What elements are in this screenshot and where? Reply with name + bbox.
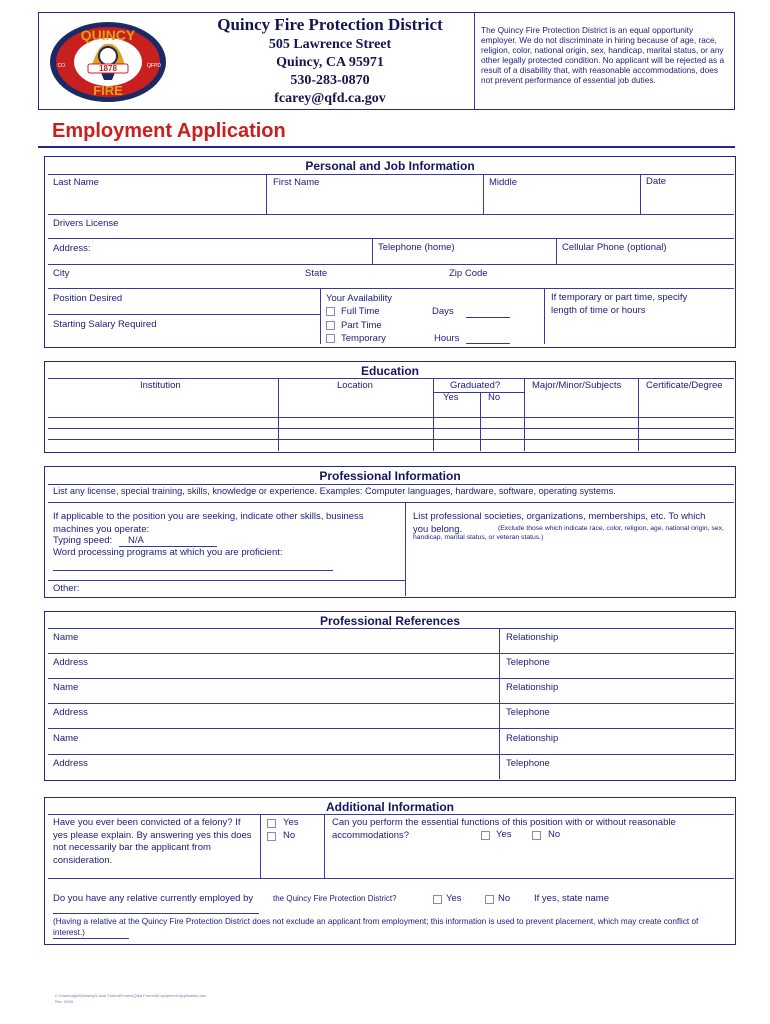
education-heading: Education: [360, 364, 419, 378]
rule: [48, 502, 734, 503]
part-time-label: Part Time: [341, 320, 382, 331]
ref-row-right[interactable]: Relationship: [506, 682, 559, 693]
zip-label[interactable]: Zip Code: [449, 268, 488, 279]
rule: [640, 174, 641, 214]
org-name: Quincy Fire Protection District: [217, 15, 443, 34]
typing-label: Typing speed:: [53, 535, 113, 546]
middle-label[interactable]: Middle: [489, 177, 517, 188]
ref-row-left[interactable]: Address: [53, 707, 88, 718]
ref-row-left[interactable]: Name: [53, 682, 79, 693]
rule: [48, 628, 734, 629]
rule: [524, 378, 525, 451]
ref-row-right[interactable]: Relationship: [506, 632, 559, 643]
rule: [433, 378, 434, 451]
rule: [48, 264, 734, 265]
rule: [48, 314, 320, 315]
list-prompt: List any license, special training, skills, knowledge or experience. Examples: Computer languages, hardware, software, operating systems.: [53, 486, 616, 496]
rule: [48, 174, 734, 175]
rule: [48, 288, 734, 289]
rule: [48, 484, 734, 485]
rule: [48, 238, 734, 239]
rule: [48, 378, 734, 379]
references-section: [44, 611, 736, 781]
personal-heading: Personal and Job Information: [305, 159, 475, 173]
references-heading: Professional References: [319, 614, 461, 628]
days-field[interactable]: [466, 317, 510, 318]
edu-col-certificate: Certificate/Degree: [646, 380, 723, 391]
rule: [544, 288, 545, 344]
logo-top-text: QUINCY: [80, 27, 136, 43]
hours-label: Hours: [434, 333, 460, 344]
footer-path: C:\Users\qfpd\Desktop\Local Shared\Forms\Qfpd Forms\Employment Application.doc: [55, 993, 206, 998]
part-time-checkbox[interactable]: [326, 321, 335, 330]
position-label[interactable]: Position Desired: [53, 293, 123, 304]
relative-note-rule: [53, 938, 129, 939]
word-processing-label[interactable]: Word processing programs at which you are proficient:: [53, 547, 283, 558]
typing-value[interactable]: N/A: [128, 535, 144, 546]
telephone-home-label[interactable]: Telephone (home): [378, 242, 455, 253]
fire-district-logo: [48, 20, 168, 104]
relative-no-checkbox[interactable]: [485, 895, 494, 904]
rule: [638, 378, 639, 451]
ref-row-right[interactable]: Telephone: [506, 657, 550, 668]
rule: [266, 174, 267, 214]
essential-yes-label: Yes: [496, 829, 512, 840]
title-rule: [38, 146, 735, 148]
edu-col-location: Location: [337, 380, 373, 391]
rule: [372, 238, 373, 264]
edu-row-2[interactable]: [48, 428, 734, 429]
ref-row-left[interactable]: Name: [53, 632, 79, 643]
date-label[interactable]: Date: [646, 176, 667, 187]
essential-no-label: No: [548, 829, 561, 840]
cellular-label[interactable]: Cellular Phone (optional): [562, 242, 667, 253]
edu-no: No: [488, 392, 501, 403]
edu-row-3[interactable]: [48, 439, 734, 440]
relative-question-org: the Quincy Fire Protection District?: [273, 894, 397, 903]
felony-yes-checkbox[interactable]: [267, 819, 276, 828]
ref-row-right[interactable]: Relationship: [506, 733, 559, 744]
org-street: 505 Lawrence Street: [268, 37, 392, 52]
edu-row-1[interactable]: [48, 417, 734, 418]
org-phone: 530-283-0870: [290, 73, 370, 88]
temporary-label: Temporary: [341, 333, 386, 344]
logo-year: 1878: [99, 64, 117, 73]
additional-heading: Additional Information: [326, 800, 454, 814]
full-time-checkbox[interactable]: [326, 307, 335, 316]
rule: [324, 814, 325, 878]
rule: [48, 728, 734, 729]
rule: [556, 238, 557, 264]
rule: [48, 754, 734, 755]
other-label[interactable]: Other:: [53, 583, 80, 594]
edu-col-graduated: Graduated?: [450, 380, 501, 391]
essential-yes-checkbox[interactable]: [481, 831, 490, 840]
essential-question: Can you perform the essential functions of this position with or without reasonable accommodations?: [332, 817, 676, 841]
ref-row-right[interactable]: Telephone: [506, 758, 550, 769]
temporary-checkbox[interactable]: [326, 334, 335, 343]
ref-row-right[interactable]: Telephone: [506, 707, 550, 718]
salary-label[interactable]: Starting Salary Required: [53, 319, 157, 330]
org-city: Quincy, CA 95971: [276, 55, 384, 70]
rule: [483, 174, 484, 214]
eeo-statement: The Quincy Fire Protection District is an equal opportunity employer. We do not discriminate in hiring because of age, race, religion, color, national origin, sex, handicap, marital status, or any other legally protected condition. No applicant will be rejected as a result of a disability that, with reasonable accommodations, does not prevent performance of essential job duties.: [481, 25, 725, 85]
relative-note: (Having a relative at the Quincy Fire Protection District does not exclude an applicant from employment; this information is used to prevent placement, which may create conflict of interest.): [53, 917, 699, 937]
full-time-label: Full Time: [341, 306, 380, 317]
header-divider: [474, 12, 475, 110]
societies-prompt[interactable]: List professional societies, organizations, memberships, etc. To which you belong.: [413, 511, 706, 535]
org-email[interactable]: fcarey@qfd.ca.gov: [274, 91, 386, 106]
rule: [48, 653, 734, 654]
rule: [48, 678, 734, 679]
relative-name-field[interactable]: [53, 913, 259, 914]
societies-note: (Exclude those which indicate race, color, religion, age, national origin, sex, handicap, marital status, or veteran status.): [413, 525, 724, 541]
temp-note[interactable]: If temporary or part time, specify length of time or hours: [551, 292, 688, 316]
edu-col-major: Major/Minor/Subjects: [532, 380, 622, 391]
rule: [48, 580, 405, 581]
logo-bottom-text: FIRE: [93, 83, 123, 98]
felony-no-label: No: [283, 830, 296, 841]
relative-question: Do you have any relative currently employed by: [53, 893, 254, 904]
first-name-label[interactable]: First Name: [273, 177, 320, 188]
address-label[interactable]: Address:: [53, 243, 91, 254]
days-label: Days: [432, 306, 454, 317]
logo-left-text: CO.: [57, 63, 67, 69]
felony-question: Have you ever been convicted of a felony? If yes please explain. By answering yes this does not necessarily bar the applicant from consideration.: [53, 817, 252, 866]
relative-yes-checkbox[interactable]: [433, 895, 442, 904]
state-label[interactable]: State: [305, 268, 328, 279]
rule: [320, 288, 321, 344]
hours-field[interactable]: [466, 343, 510, 344]
word-processing-field[interactable]: [53, 570, 333, 571]
edu-yes: Yes: [443, 392, 459, 403]
relative-no-label: No: [498, 893, 511, 904]
skills-prompt[interactable]: If applicable to the position you are seeking, indicate other skills, business machines you operate:: [53, 511, 364, 535]
drivers-license-label[interactable]: Drivers License: [53, 218, 119, 229]
city-label[interactable]: City: [53, 268, 70, 279]
logo-right-text: QFPD: [147, 63, 161, 69]
relative-name-label[interactable]: If yes, state name: [534, 893, 609, 904]
professional-heading: Professional Information: [319, 469, 461, 483]
rule: [48, 214, 734, 215]
ref-row-left[interactable]: Address: [53, 758, 88, 769]
rule: [278, 378, 279, 451]
page-title: Employment Application: [52, 120, 286, 142]
ref-row-left[interactable]: Address: [53, 657, 88, 668]
availability-label: Your Availability: [326, 293, 393, 304]
rule: [433, 392, 524, 393]
rule: [48, 703, 734, 704]
felony-no-checkbox[interactable]: [267, 832, 276, 841]
ref-row-left[interactable]: Name: [53, 733, 79, 744]
felony-yes-label: Yes: [283, 817, 299, 828]
last-name-label[interactable]: Last Name: [53, 177, 99, 188]
edu-col-institution: Institution: [140, 380, 181, 391]
rule: [260, 814, 261, 878]
rule: [405, 502, 406, 596]
rule: [48, 814, 734, 815]
footer-rev: Rev. 2009: [55, 999, 73, 1004]
relative-yes-label: Yes: [446, 893, 462, 904]
essential-no-checkbox[interactable]: [532, 831, 541, 840]
rule: [480, 392, 481, 451]
rule: [48, 878, 734, 879]
